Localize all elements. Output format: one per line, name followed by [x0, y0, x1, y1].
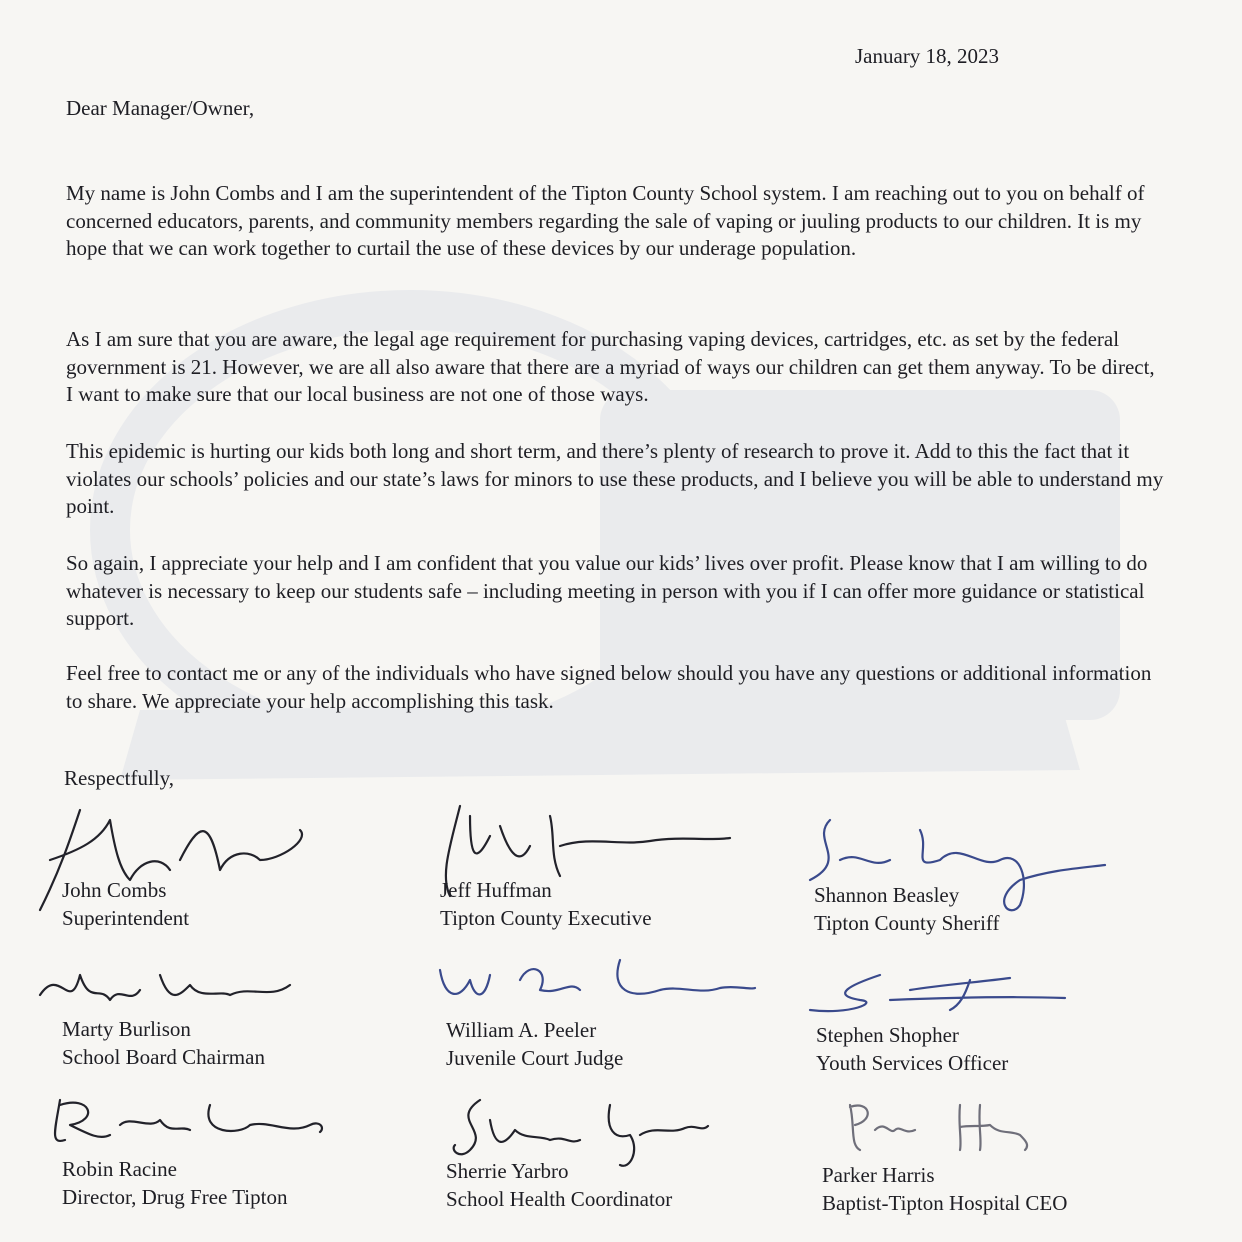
signatory-title: Baptist-Tipton Hospital CEO — [822, 1191, 1068, 1215]
signatory-title: Superintendent — [62, 906, 190, 930]
salutation: Dear Manager/Owner, — [66, 96, 255, 120]
signatory-name: Stephen Shopher — [816, 1023, 959, 1047]
signature-stephen-shopher-icon — [790, 960, 1070, 1020]
paragraph-epidemic: This epidemic is hurting our kids both long and short term, and there’s plenty of research to prove it. Add to this the fact that it violates our schools’ policies and our state’s laws for minors to use these products, and I believe you will be able to understand my point. — [66, 439, 1164, 518]
signatory-title: School Board Chairman — [62, 1045, 265, 1069]
signatory-marty-burlison — [62, 1015, 265, 1071]
signatory-name: Sherrie Yarbro — [446, 1159, 569, 1183]
signatory-title: Director, Drug Free Tipton — [62, 1185, 288, 1209]
paragraph-intro: My name is John Combs and I am the superintendent of the Tipton County School system. I am reaching out to you on behalf of concerned educators, parents, and community members regarding the sale of vaping or juuling products to our children. It is my hope that we can work together to curtail the use of these devices by our underage population. — [66, 181, 1145, 260]
signatory-stephen-shopher — [816, 1021, 1008, 1077]
signatory-title: Tipton County Sheriff — [814, 911, 1000, 935]
signatory-name: Parker Harris — [822, 1163, 935, 1187]
signatory-shannon-beasley — [814, 881, 1000, 937]
signatory-name: Robin Racine — [62, 1157, 177, 1181]
signatory-name: John Combs — [62, 878, 167, 902]
signatory-name: William A. Peeler — [446, 1018, 597, 1042]
signatory-william-peeler — [446, 1016, 623, 1072]
signatory-title: School Health Coordinator — [446, 1187, 673, 1211]
signatory-robin-racine — [62, 1155, 287, 1211]
paragraph-contact: Feel free to contact me or any of the individuals who have signed below should you have any questions or additional information to share. We appreciate your help accomplishing this task. — [66, 661, 1152, 713]
signatory-john-combs — [62, 876, 189, 932]
signature-robin-racine-icon — [40, 1090, 330, 1155]
signatory-name: Shannon Beasley — [814, 883, 960, 907]
signatory-title: Tipton County Executive — [440, 906, 652, 930]
signatory-title: Youth Services Officer — [816, 1051, 1009, 1075]
signatory-jeff-huffman — [440, 876, 652, 932]
signatory-name: Marty Burlison — [62, 1017, 191, 1041]
paragraph-legal-age: As I am sure that you are aware, the legal age requirement for purchasing vaping devices, cartridges, etc. as set by the federal government is 21. However, we are all also aware that there are a myriad of ways our children can get them anyway. To be direct, I want to make sure that our local business are not one of those ways. — [66, 327, 1155, 406]
closing: Respectfully, — [64, 766, 175, 790]
signatory-title: Juvenile Court Judge — [446, 1046, 624, 1070]
signatory-sherrie-yarbro — [446, 1157, 672, 1213]
paragraph-appreciation: So again, I appreciate your help and I am confident that you value our kids’ lives over profit. Please know that I am willing to do whatever is necessary to keep our students safe – including meeting in person with you if I can offer more guidance or statistical support. — [66, 551, 1148, 630]
signatory-parker-harris — [822, 1161, 1067, 1217]
signatory-name: Jeff Huffman — [440, 878, 552, 902]
signature-william-peeler-icon — [430, 950, 760, 1010]
signature-parker-harris-icon — [840, 1095, 1040, 1155]
letter-date: January 18, 2023 — [855, 44, 1000, 68]
